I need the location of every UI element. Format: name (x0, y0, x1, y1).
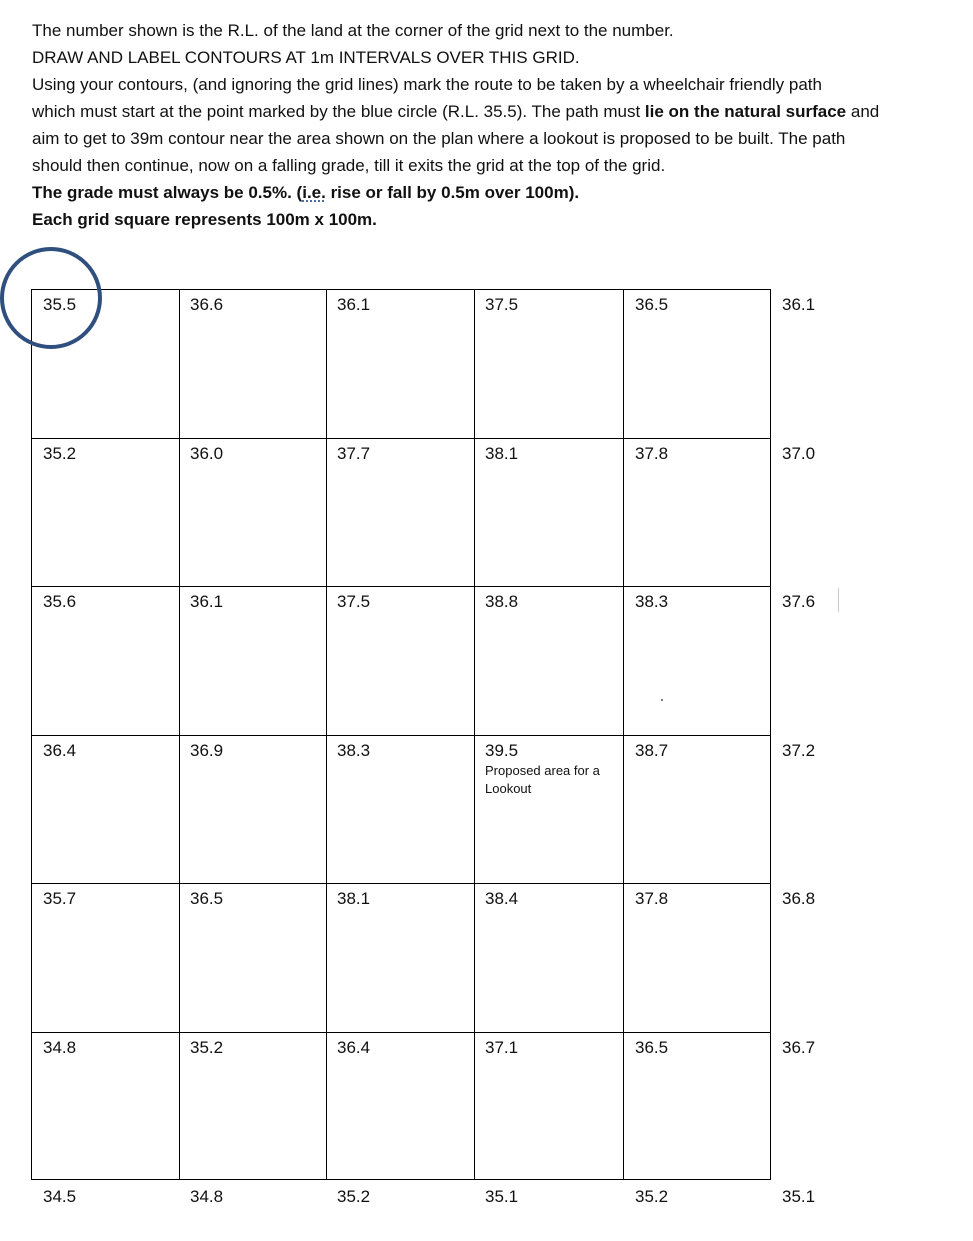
rl-value: 36.4 (43, 741, 77, 760)
rl-value: 37.2 (782, 741, 816, 760)
rl-value: 36.5 (635, 1038, 669, 1057)
rl-value: 36.1 (337, 295, 371, 314)
instruction-line: DRAW AND LABEL CONTOURS AT 1m INTERVALS OVER THIS GRID. (32, 48, 580, 67)
rl-value: 37.7 (337, 444, 371, 463)
rl-value: 37.6 (782, 592, 816, 611)
instruction-abbrev: i.e. (302, 183, 326, 202)
instruction-text: rise or fall by 0.5m over 100m). (325, 183, 580, 202)
rl-value: 37.8 (635, 444, 669, 463)
instruction-text: which must start at the point marked by the blue circle (R.L. 35.5). The path must (32, 102, 645, 121)
instruction-line (32, 98, 972, 125)
rl-value: 35.5 (43, 295, 77, 314)
rl-value: 34.5 (43, 1187, 77, 1206)
grid-line (31, 586, 771, 587)
rl-value: 37.5 (485, 295, 519, 314)
rl-value: 36.7 (782, 1038, 816, 1057)
instructions (32, 17, 972, 233)
rl-value: 35.2 (190, 1038, 224, 1057)
rl-value: 36.5 (635, 295, 669, 314)
rl-value: 37.5 (337, 592, 371, 611)
rl-value: 38.4 (485, 889, 519, 908)
instruction-grade-rule (32, 179, 972, 206)
instruction-text: and (846, 102, 880, 121)
rl-value: 35.1 (782, 1187, 816, 1206)
rl-value: 38.1 (337, 889, 371, 908)
rl-value: 35.2 (337, 1187, 371, 1206)
instruction-scale: Each grid square represents 100m x 100m. (32, 210, 377, 229)
rl-value: 35.7 (43, 889, 77, 908)
grid-line (31, 883, 771, 884)
rl-value: 34.8 (43, 1038, 77, 1057)
rl-value: 36.4 (337, 1038, 371, 1057)
instruction-emphasis: lie on the natural surface (644, 102, 847, 121)
rl-value: 35.2 (635, 1187, 669, 1206)
text-cursor (838, 588, 839, 612)
rl-value: 38.1 (485, 444, 519, 463)
stray-dot (661, 699, 663, 701)
rl-value: 37.8 (635, 889, 669, 908)
rl-value: 35.1 (485, 1187, 519, 1206)
rl-value: 36.1 (190, 592, 224, 611)
rl-value: 37.1 (485, 1038, 519, 1057)
rl-value: 38.7 (635, 741, 669, 760)
rl-value: 38.3 (337, 741, 371, 760)
rl-value: 35.6 (43, 592, 77, 611)
lookout-note: Proposed area for a Lookout (485, 763, 600, 796)
grid-line (31, 1032, 771, 1033)
rl-value: 38.3 (635, 592, 669, 611)
rl-value: 39.5 (485, 741, 519, 760)
rl-value: 36.1 (782, 295, 816, 314)
start-point-circle (0, 247, 102, 349)
grid-line (31, 735, 771, 736)
rl-value: 36.6 (190, 295, 224, 314)
rl-value: 38.8 (485, 592, 519, 611)
rl-value: 34.8 (190, 1187, 224, 1206)
instruction-line: aim to get to 39m contour near the area shown on the plan where a lookout is proposed to be built. The path (32, 129, 846, 148)
rl-value: 37.0 (782, 444, 816, 463)
rl-value: 36.8 (782, 889, 816, 908)
instruction-text: The grade must always be 0.5%. ( (32, 183, 303, 202)
grid-line (31, 438, 771, 439)
rl-value: 36.0 (190, 444, 224, 463)
instruction-line: Using your contours, (and ignoring the grid lines) mark the route to be taken by a wheelchair friendly path (32, 75, 822, 94)
rl-value: 36.5 (190, 889, 224, 908)
instruction-line: The number shown is the R.L. of the land at the corner of the grid next to the number. (32, 21, 674, 40)
rl-value: 35.2 (43, 444, 77, 463)
instruction-line: should then continue, now on a falling grade, till it exits the grid at the top of the grid. (32, 156, 666, 175)
rl-value: 36.9 (190, 741, 224, 760)
